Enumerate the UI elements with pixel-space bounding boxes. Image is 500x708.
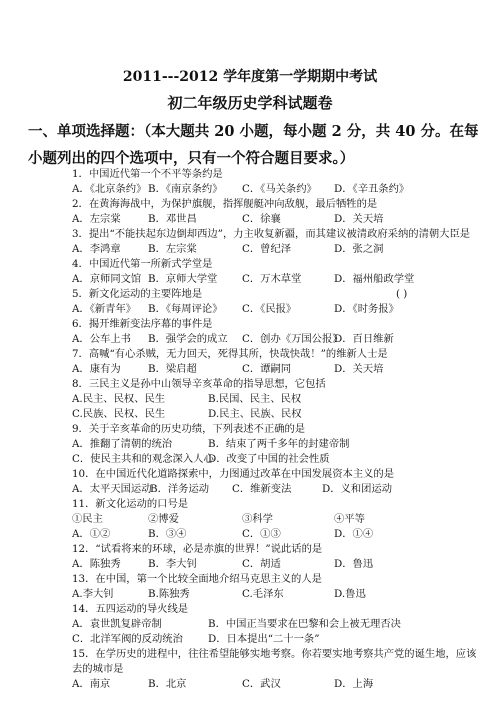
question-text: 2．在黄海海战中，为保护旗舰，指挥舰艇冲向敌舰，最后牺牲的是	[72, 198, 378, 210]
option-row	[72, 617, 452, 632]
question-stem	[72, 467, 452, 482]
question-text: 13．在中国，第一个比较全面地介绍马克思主义的人是	[72, 573, 322, 585]
option-row	[72, 452, 452, 467]
answer-option: A．公车上书	[72, 333, 131, 345]
question-text: 1．中国近代第一个不平等条约是	[72, 168, 223, 180]
answer-option: A．陈独秀	[72, 558, 121, 570]
answer-option: B．强学会的成立	[148, 333, 228, 345]
answer-blank: ( )	[396, 288, 408, 300]
answer-option: D．关天培	[334, 363, 384, 375]
option-row	[72, 272, 452, 287]
answer-option: C．创办《万国公报》	[242, 333, 343, 345]
answer-option: B．左宗棠	[148, 243, 197, 255]
option-row	[72, 482, 452, 497]
option-row	[72, 212, 452, 227]
answer-option: D.民主、民族、民权	[208, 408, 302, 420]
question-stem	[72, 257, 452, 272]
question-stem	[72, 287, 452, 302]
answer-option: B．李大钊	[148, 558, 197, 570]
answer-option: D．日本提出“二十一条”	[208, 633, 320, 645]
question-stem	[72, 317, 452, 332]
answer-option: C．维新变法	[232, 483, 292, 495]
question-stem	[72, 197, 452, 212]
question-text: 6．揭开维新变法序幕的事件是	[72, 318, 213, 330]
answer-option: A．推翻了清朝的统治	[72, 438, 173, 450]
answer-option: B．洋务运动	[150, 483, 210, 495]
exam-title: 2011---2012 学年度第一学期期中考试	[122, 69, 378, 85]
answer-option: B．《每周评论》	[148, 303, 223, 315]
answer-option: B．中国正当要求在巴黎和会上被无理否决	[208, 618, 401, 630]
question-stem	[72, 542, 452, 557]
answer-option: A．《新青年》	[72, 303, 137, 315]
answer-option: D.鲁迅	[334, 588, 366, 600]
question-stem	[72, 647, 477, 662]
answer-option: C．谭嗣同	[242, 363, 292, 375]
answer-option: C．《马关条约》	[242, 183, 317, 195]
question-text: 15．在学历史的进程中，往往希望能够实地考察。你若要实地考察共产党的诞生地，应该	[72, 648, 477, 660]
answer-option: ④平等	[334, 513, 365, 525]
answer-option: D．义和团运动	[322, 483, 393, 495]
answer-option: C．武汉	[242, 678, 281, 690]
answer-option: A．康有为	[72, 363, 121, 375]
option-row	[72, 182, 452, 197]
answer-option: C．胡适	[242, 558, 281, 570]
answer-option: C．徐襄	[242, 213, 281, 225]
answer-option: A.民主、民权、民生	[72, 393, 166, 405]
question-list	[72, 167, 477, 692]
option-row	[72, 527, 452, 542]
answer-option: ①民主	[72, 513, 103, 525]
answer-option: D．百日维新	[334, 333, 394, 345]
answer-option: A．左宗棠	[72, 213, 121, 225]
answer-option: B．京师大学堂	[148, 273, 218, 285]
option-row	[72, 587, 452, 602]
answer-option: B．邓世昌	[148, 213, 197, 225]
option-row	[72, 437, 452, 452]
question-stem	[72, 377, 452, 392]
answer-option: C．曾纪泽	[242, 243, 292, 255]
question-text: 去的城市是	[72, 663, 124, 675]
question-text: 5．新文化运动的主要阵地是	[72, 288, 203, 300]
answer-option: B.陈独秀	[148, 588, 190, 600]
answer-option: A．袁世凯复辟帝制	[72, 618, 162, 630]
answer-option: C．万木草堂	[242, 273, 302, 285]
answer-option: C.民族、民权、民生	[72, 408, 166, 420]
question-stem	[72, 167, 452, 182]
option-row	[72, 392, 452, 407]
question-stem	[72, 602, 452, 617]
question-text: 9．关于辛亥革命的历史功绩，下列表述不正确的是	[72, 423, 306, 435]
question-stem	[72, 347, 452, 362]
answer-option: C．①③	[242, 528, 281, 540]
option-row	[72, 302, 452, 317]
answer-option: D．福州船政学堂	[334, 273, 415, 285]
section-heading: 一、单项选择题：（本大题共 20 小题，每小题 2 分，共 40 分。在每小题列出的四个选项中，只有一个符合题目要求。）	[28, 123, 479, 167]
question-text: 12．“试看将来的环球，必是赤旗的世界！”说此话的是	[72, 543, 323, 555]
question-stem	[72, 422, 452, 437]
option-row	[72, 407, 452, 422]
answer-option: D．上海	[334, 678, 374, 690]
answer-option: ②博爱	[148, 513, 179, 525]
answer-option: B.民国、民主、民权	[208, 393, 302, 405]
answer-option: B．梁启超	[148, 363, 197, 375]
answer-option: D．《辛丑条约》	[334, 183, 410, 195]
option-row	[72, 362, 452, 377]
answer-option: A．李鸿章	[72, 243, 121, 255]
answer-option: A.李大钊	[72, 588, 114, 600]
option-row	[72, 632, 452, 647]
answer-option: C.毛泽东	[242, 588, 284, 600]
answer-option: A．《北京条约》	[72, 183, 147, 195]
option-row	[72, 332, 452, 347]
question-text: 14．五四运动的导火线是	[72, 603, 189, 615]
answer-option: B．③④	[148, 528, 187, 540]
option-row	[72, 242, 452, 257]
option-row	[72, 512, 452, 527]
answer-option: C．使民主共和的观念深入人心	[72, 453, 214, 465]
question-text: 8．三民主义是孙中山领导辛亥革命的指导思想，它包括	[72, 378, 326, 390]
question-text: 10．在中国近代化道路探索中，力图通过改革在中国发展资本主义的是	[72, 468, 395, 480]
answer-option: D．①④	[334, 528, 374, 540]
answer-option: D．改变了中国的社会性质	[208, 453, 330, 465]
answer-option: B．《南京条约》	[148, 183, 223, 195]
question-text: 3．提出“不能扶起东边倒却西边”，力主收复新疆，而其建议被清政府采纳的清朝大臣是	[72, 228, 471, 240]
answer-option: C．《民报》	[242, 303, 297, 315]
question-stem	[72, 662, 452, 677]
question-text: 11．新文化运动的口号是	[72, 498, 189, 510]
answer-option: B．北京	[148, 678, 187, 690]
answer-option: D．张之洞	[334, 243, 384, 255]
answer-option: A．京师同文馆	[72, 273, 142, 285]
question-stem	[72, 497, 452, 512]
answer-option: C．北洋军阀的反动统治	[72, 633, 183, 645]
answer-option: A．南京	[72, 678, 111, 690]
answer-option: A．太平天国运动	[72, 483, 152, 495]
answer-option: D．关天培	[334, 213, 384, 225]
answer-option: D．《时务报》	[334, 303, 399, 315]
answer-option: ③科学	[242, 513, 273, 525]
answer-option: A．①②	[72, 528, 111, 540]
exam-subtitle: 初二年级历史学科试题卷	[167, 94, 333, 112]
question-text: 7．高喊“有心杀贼，无力回天，死得其所，快哉快哉！”的维新人士是	[72, 348, 388, 360]
question-text: 4．中国近代第一所新式学堂是	[72, 258, 213, 270]
option-row	[72, 557, 452, 572]
answer-option: D．鲁迅	[334, 558, 374, 570]
answer-option: B．结束了两千多年的封建帝制	[208, 438, 350, 450]
question-stem	[72, 227, 471, 242]
question-stem	[72, 572, 452, 587]
option-row	[72, 677, 452, 692]
